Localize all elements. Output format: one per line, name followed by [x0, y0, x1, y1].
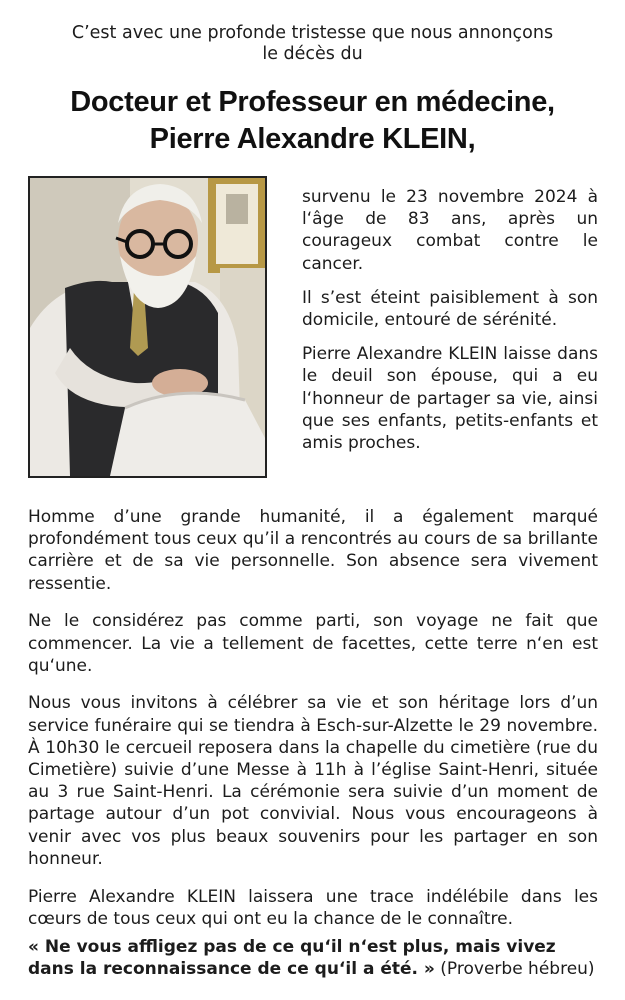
- funeral-service-paragraph: Nous vous invitons à célébrer sa vie et son héritage lors d’un service funéraire qui se tiendra à Esch-sur-Alzette le 29 novembre. À 10h30 le cercueil reposera dans la chapelle du cimetière (rue du Cimetière) suivie d’une Messe à 11h à l’église Saint-Henri, située au 3 rue Saint-Henri. La cérémonie sera suivie d’un moment de partage autour d’un pot convivial. Nous vous encourageons à venir avec vos plus beaux souvenirs pour les partager en son honneur.: [28, 693, 598, 869]
- side-text: [302, 186, 598, 466]
- legacy-paragraph: Pierre Alexandre KLEIN laissera une trace indélébile dans les cœurs de tous ceux qui ont eu la chance de le connaître.: [28, 886, 598, 929]
- tribute-paragraph: Homme d’une grande humanité, il a également marqué profondément tous ceux qu’il a rencontrés au cours de sa brillante carrière et de sa vie personnelle. Son absence sera vivement ressentie.: [28, 507, 598, 594]
- family-paragraph: Pierre Alexandre KLEIN laisse dans le deuil son épouse, qui a eu l‘honneur de partager sa vie, ainsi que ses enfants, petits-enfants et amis proches.: [302, 344, 598, 454]
- deceased-title-line-2: Pierre Alexandre KLEIN,: [149, 123, 476, 155]
- intro-text: [40, 23, 585, 65]
- death-details-paragraph: survenu le 23 novembre 2024 à l‘âge de 83 ans, après un courageux combat contre le cancer.: [302, 187, 598, 274]
- quote-text: « Ne vous affligez pas de ce qu‘il n‘est plus, mais vivez dans la reconnaissance de ce qu‘il a été. »: [28, 936, 556, 980]
- main-text: [28, 506, 598, 980]
- portrait-photo: [28, 176, 267, 478]
- deceased-title-line-1: Docteur et Professeur en médecine,: [70, 86, 555, 118]
- journey-paragraph: Ne le considérez pas comme parti, son voyage ne fait que commencer. La vie a tellement de facettes, cette terre n‘en est qu‘une.: [28, 611, 598, 676]
- deceased-title: [20, 84, 605, 158]
- portrait-illustration: [30, 178, 265, 476]
- peaceful-passing-paragraph: Il s’est éteint paisiblement à son domicile, entouré de sérénité.: [302, 287, 598, 331]
- intro-line-2: le décès du: [262, 44, 363, 64]
- quote-source: (Proverbe hébreu): [434, 959, 595, 980]
- closing-quote: [28, 936, 598, 980]
- intro-line-1: C’est avec une profonde tristesse que nous annonçons: [71, 23, 554, 43]
